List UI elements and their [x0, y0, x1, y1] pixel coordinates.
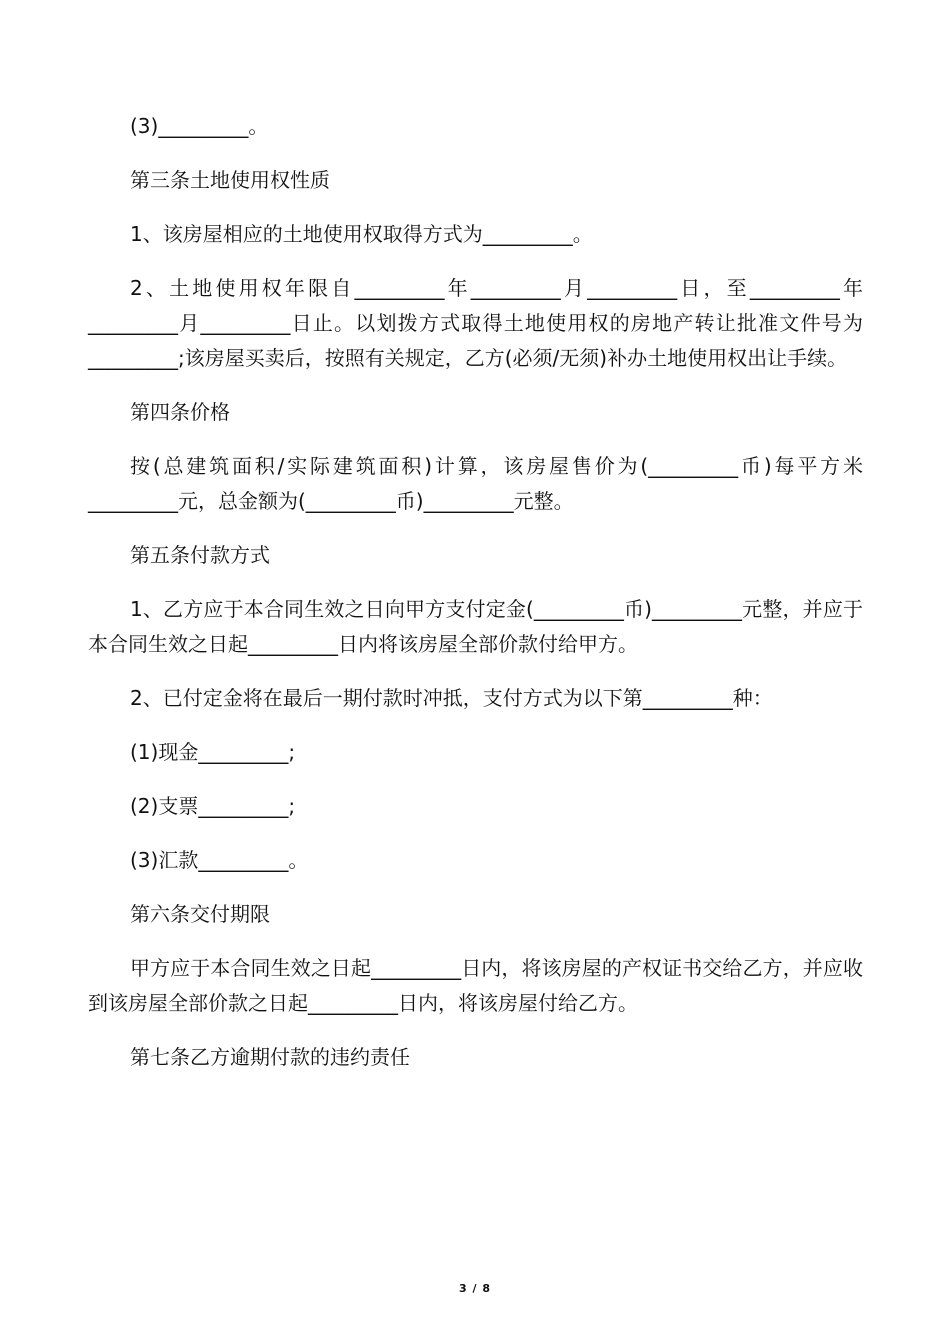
- section-heading-article-3: 第三条土地使用权性质: [130, 168, 330, 192]
- paragraph-deposit: 1、乙方应于本合同生效之日向甲方支付定金(_________币)_________元整，并应于本合同生效之日起_________日内将该房屋全部价款付给甲方。: [88, 597, 863, 656]
- paragraph-price: 按(总建筑面积/实际建筑面积)计算，该房屋售价为(_________币)每平方米_________元，总金额为(_________币)_________元整。: [88, 454, 863, 513]
- section-heading-article-4: 第四条价格: [130, 400, 230, 424]
- payment-option-check: (2)支票_________;: [130, 794, 296, 818]
- document-body: [88, 109, 863, 1094]
- section-heading-article-5: 第五条付款方式: [130, 543, 270, 567]
- section-heading-article-6: 第六条交付期限: [130, 902, 270, 926]
- paragraph-land-use-acquisition: 1、该房屋相应的土地使用权取得方式为_________。: [130, 222, 593, 246]
- payment-option-remittance: (3)汇款_________。: [130, 848, 309, 872]
- section-heading-article-7: 第七条乙方逾期付款的违约责任: [130, 1045, 410, 1069]
- payment-option-cash: (1)现金_________;: [130, 740, 296, 764]
- paragraph-item-3-blank: (3)_________。: [130, 114, 269, 138]
- paragraph-land-use-term: 2、土地使用权年限自_________年_________月_________日，至_________年_________月_________日止。以划拨方式取得土地使用权的房地产转让批准文件号为_________;该房屋买卖后，按照有关规定，乙方(必须/无须)补办土地使用权出让手续。: [88, 276, 863, 370]
- page-number: 3 / 8: [459, 1282, 491, 1295]
- paragraph-payment-method: 2、已付定金将在最后一期付款时冲抵，支付方式为以下第_________种：: [130, 686, 773, 710]
- paragraph-delivery-term: 甲方应于本合同生效之日起_________日内，将该房屋的产权证书交给乙方，并应收到该房屋全部价款之日起_________日内，将该房屋付给乙方。: [88, 956, 863, 1015]
